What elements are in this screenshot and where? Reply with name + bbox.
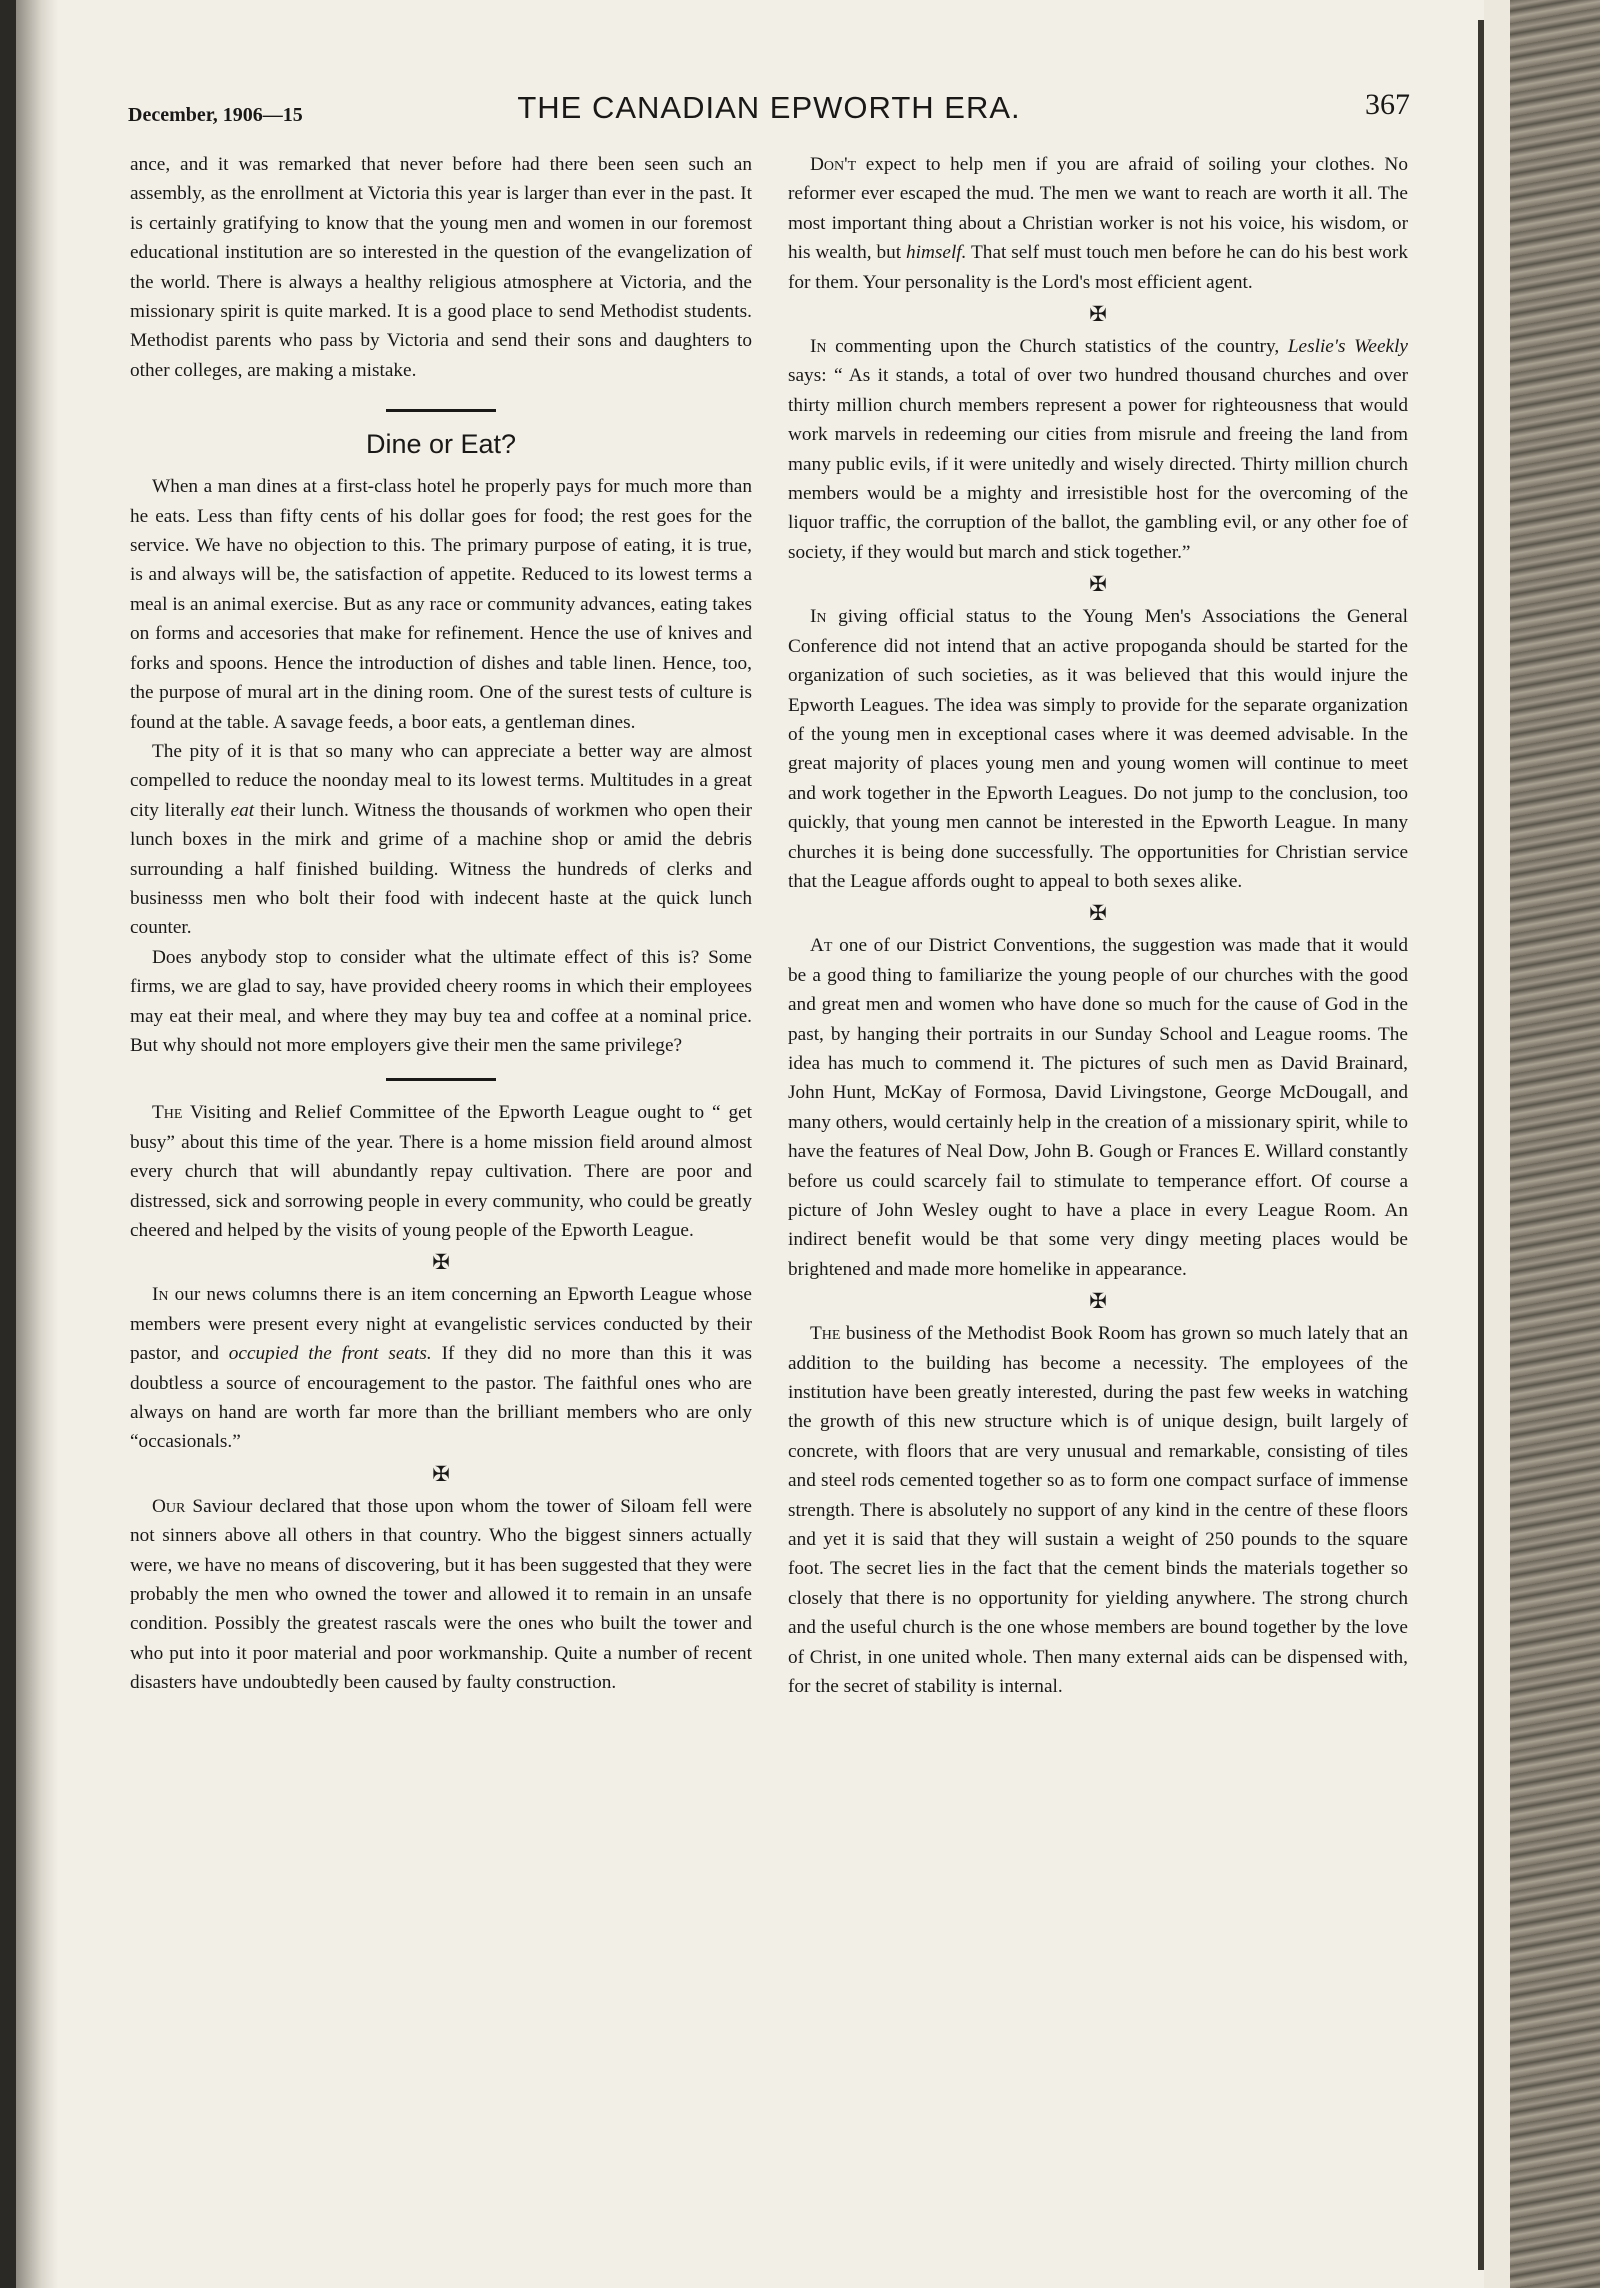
- paragraph: The pity of it is that so many who can appreciate a better way are almost compelled to reduce the noonday meal to its lowest terms. Multitudes in a great city literally eat their lunch. Witness the thousands of workmen who open their lunch boxes in the mirk and grime of a machine shop or amid the debris surrounding a half finished building. Witness the hundreds of clerks and businesss men who bolt their food with indecent haste at the quick lunch counter.: [130, 740, 753, 939]
- page-edge-rule: [1478, 20, 1484, 2270]
- issue-date: December, 1906—15: [128, 104, 303, 126]
- publication-title: THE CANADIAN EPWORTH ERA.: [517, 90, 1021, 125]
- paragraph: The Visiting and Relief Committee of the Epworth League ought to “ get busy” about this time of the year. There is a home mission field around almost every church that will abundantly repay cultivation. There are poor and distressed, sick and sorrowing people in every community, who could be greatly cheered and helped by the visits of young people of the Epworth League.: [130, 1102, 752, 1241]
- cross-ornament-icon: ✠: [432, 1250, 450, 1275]
- book-spine: [0, 0, 16, 2288]
- cross-ornament-icon: ✠: [1089, 302, 1107, 327]
- cross-ornament-icon: ✠: [1089, 572, 1107, 597]
- section-divider: [386, 1078, 496, 1081]
- paragraph: When a man dines at a first-class hotel he properly pays for much more than he eats. Less than fifty cents of his dollar goes for food; the rest goes for the service. We have no objection to this. The primary purpose of eating, it is true, is and always will be, the satisfaction of appetite. Reduced to its lowest terms a meal is an animal exercise. But as any race or community advances, eating takes on forms and accesories that make for refinement. Hence the use of knives and forks and spoons. Hence the introduction of dishes and table linen. Hence, too, the purpose of mural art in the dining room. One of the surest tests of culture is found at the table. A savage feeds, a boor eats, a gentleman dines.: [130, 476, 752, 733]
- paragraph: The business of the Methodist Book Room has grown so much lately that an addition to the building has become a necessity. The employees of the institution have been greatly interested, during the past few weeks in watching the growth of this new structure which is of unique design, built largely of concrete, with floors that are very unusual and remarkable, consisting of tiles and steel rods cemented together so as to form one compact surface of immense strength. There is absolutely no support of any kind in the centre of these floors and yet it is said that they will sustain a weight of 250 pounds to the square foot. The secret lies in the fact that the cement binds the materials together so closely that there is no opportunity for yielding anywhere. The strong church and the useful church is the one whose members are bound together by the love of Christ, in one united whole. Then many external aids can be dispensed with, for the secret of stability is internal.: [788, 1323, 1408, 1698]
- page-margin-right: [1484, 0, 1510, 2288]
- section-divider: [386, 409, 496, 412]
- paragraph: ance, and it was remarked that never before had there been seen such an assembly, as the enrollment at Victoria this year is larger than ever in the past. It is certainly gratifying to know that the young men and women in our foremost educational institution are so interested in the question of the evangelization of the world. There is always a healthy religious atmosphere at Victoria, and the missionary spirit is quite marked. It is a good place to send Methodist students. Methodist parents who pass by Victoria and send their sons and daughters to other colleges, are making a mistake.: [130, 154, 752, 381]
- paragraph: In commenting upon the Church statistics of the country, Leslie's Weekly says: “ As it stands, a total of over two hundred thousand churches and over thirty million church members represent a power for righteousness that would work marvels in redeeming our cities from misrule and freeing the land from many public evils, if it were unitedly and wisely directed. Thirty million church members would be a mighty and irresistible host for the overcoming of the liquor traffic, the corruption of the ballot, the gambling evil, or any other foe of society, if they would but march and stick together.”: [788, 336, 1408, 563]
- paragraph: Does anybody stop to consider what the ultimate effect of this is? Some firms, we are glad to say, have provided cheery rooms in which their employees may eat their meal, and where they may buy tea and coffee at a nominal price. But why should not more employers give their men the same privilege?: [130, 946, 752, 1056]
- paragraph: In giving official status to the Young Men's Associations the General Conference did not intend that an active propoganda should be started for the organization of such societies, as it was believed that this would injure the Epworth Leagues. The idea was simply to provide for the separate organization of the young men in exceptional cases where it was deemed advisable. In the great majority of places young men and young women will continue to meet and work together in the Epworth Leagues. Do not jump to the conclusion, too quickly, that young men cannot be interested in the Epworth League. In many churches it is being done successfully. The opportunities for Christian service that the League affords ought to appeal to both sexes alike.: [788, 606, 1408, 892]
- gutter-shadow: [16, 0, 58, 2288]
- cross-ornament-icon: ✠: [432, 1461, 450, 1486]
- right-column: [788, 150, 1408, 1702]
- page-number: 367: [1365, 88, 1410, 121]
- left-column: [130, 150, 752, 1698]
- decorative-border: [1510, 0, 1600, 2288]
- paragraph: At one of our District Conventions, the suggestion was made that it would be a good thing to familiarize the young people of our churches with the good and great men and women who have done so much for the cause of God in the past, by hanging their portraits in our Sunday School and League rooms. The idea has much to commend it. The pictures of such men as David Brainard, John Hunt, McKay of Formosa, David Livingstone, George McDougall, and many others, would certainly help in the creation of a missionary spirit, while to have the features of Neal Dow, John B. Gough or Frances E. Willard constantly before us could scarcely fail to stimulate to temperance effort. Of course a picture of John Wesley ought to have a place in every League Room. An indirect benefit would be that some very dingy meeting places would be brightened and made more homelike in appearance.: [788, 935, 1408, 1280]
- section-heading: Dine or Eat?: [365, 429, 517, 460]
- paragraph: In our news columns there is an item concerning an Epworth League whose members were present every night at evangelistic services conducted by their pastor, and occupied the front seats. If they did no more than this it was doubtless a source of encouragement to the pastor. The faithful ones who are always on hand are worth far more than the brilliant members who are only “occasionals.”: [130, 1284, 753, 1453]
- paragraph: Don't expect to help men if you are afraid of soiling your clothes. No reformer ever escaped the mud. The men we want to reach are worth it all. The most important thing about a Christian worker is not his voice, his wisdom, or his wealth, but himself. That self must touch men before he can do his best work for them. Your personality is the Lord's most efficient agent.: [788, 154, 1408, 293]
- cross-ornament-icon: ✠: [1089, 1289, 1107, 1314]
- cross-ornament-icon: ✠: [1089, 901, 1107, 926]
- page-header: [128, 84, 1410, 134]
- paragraph: Our Saviour declared that those upon whom the tower of Siloam fell were not sinners above all others in that country. Who the biggest sinners actually were, we have no means of discovering, but it has been suggested that they were probably the men who owned the tower and allowed it to remain in an unsafe condition. Possibly the greatest rascals were the ones who built the tower and who put into it poor material and poor workmanship. Quite a number of recent disasters have undoubtedly been caused by faulty construction.: [130, 1495, 752, 1694]
